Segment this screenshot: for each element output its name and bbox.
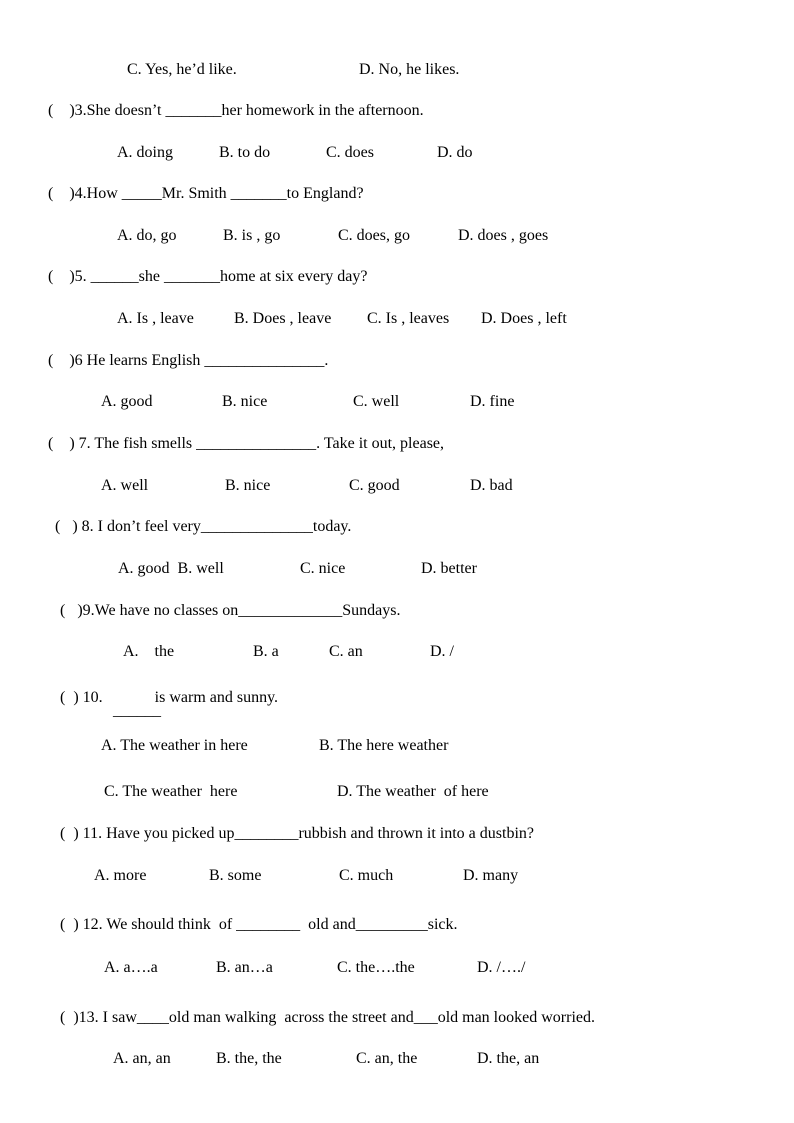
option-d: D. /…./ [477,959,526,976]
option-b: B. nice [225,477,271,494]
option-b: B. Does , leave [234,310,332,327]
option-ab: A. good B. well [118,560,224,577]
option-c: C. an [329,643,363,660]
option-a: A. well [101,477,149,494]
question-5: ( )5. ______she _______home at six every day? [48,268,368,285]
option-d: D. the, an [477,1050,540,1067]
option-c: C. much [339,867,394,884]
option-a: A. the [123,643,175,660]
option-c: C. does, go [338,227,410,244]
question-3: ( )3.She doesn’t _______her homework in the afternoon. [48,102,424,119]
option-b: B. the, the [216,1050,282,1067]
option-d: D. does , goes [458,227,549,244]
option-c: C. The weather here [104,783,238,800]
answer-blank: ______ [113,702,161,719]
question-13: ( )13. I saw____old man walking across the street and___old man looked worried. [60,1009,595,1026]
option-c: C. an, the [356,1050,418,1067]
option-b: B. The here weather [319,737,449,754]
question-12: ( ) 12. We should think of ________ old and_________sick. [60,916,458,933]
option-c: C. good [349,477,400,494]
option-b: B. is , go [223,227,281,244]
option-a: A. Is , leave [117,310,194,327]
option-d: D. fine [470,393,515,410]
option-d: D. / [430,643,454,660]
question-6: ( )6 He learns English _______________. [48,352,329,369]
question-11: ( ) 11. Have you picked up________rubbish and thrown it into a dustbin? [60,825,534,842]
option-d: D. bad [470,477,513,494]
option-b: B. nice [222,393,268,410]
question-9: ( )9.We have no classes on_____________Sundays. [60,602,401,619]
option-a: A. a….a [104,959,158,976]
option-c: C. Yes, he’d like. [127,61,237,78]
option-c: C. nice [300,560,346,577]
option-d: D. No, he likes. [359,61,460,78]
option-d: D. The weather of here [337,783,489,800]
option-d: D. better [421,560,477,577]
option-d: D. Does , left [481,310,567,327]
option-d: D. do [437,144,473,161]
question-8: ( ) 8. I don’t feel very______________today. [55,518,352,535]
option-a: A. do, go [117,227,177,244]
option-a: A. good [101,393,153,410]
option-b: B. to do [219,144,271,161]
option-b: B. an…a [216,959,273,976]
option-a: A. doing [117,144,173,161]
option-a: A. an, an [113,1050,171,1067]
option-a: A. more [94,867,147,884]
question-7: ( ) 7. The fish smells _______________. Take it out, please, [48,435,445,452]
option-a: A. The weather in here [101,737,248,754]
option-c: C. the….the [337,959,415,976]
option-c: C. well [353,393,400,410]
question-4: ( )4.How _____Mr. Smith _______to England? [48,185,364,202]
option-b: B. a [253,643,279,660]
question-10: ( ) 10. is warm and sunny. [60,689,279,706]
option-c: C. Is , leaves [367,310,450,327]
option-c: C. does [326,144,374,161]
option-d: D. many [463,867,519,884]
option-b: B. some [209,867,262,884]
